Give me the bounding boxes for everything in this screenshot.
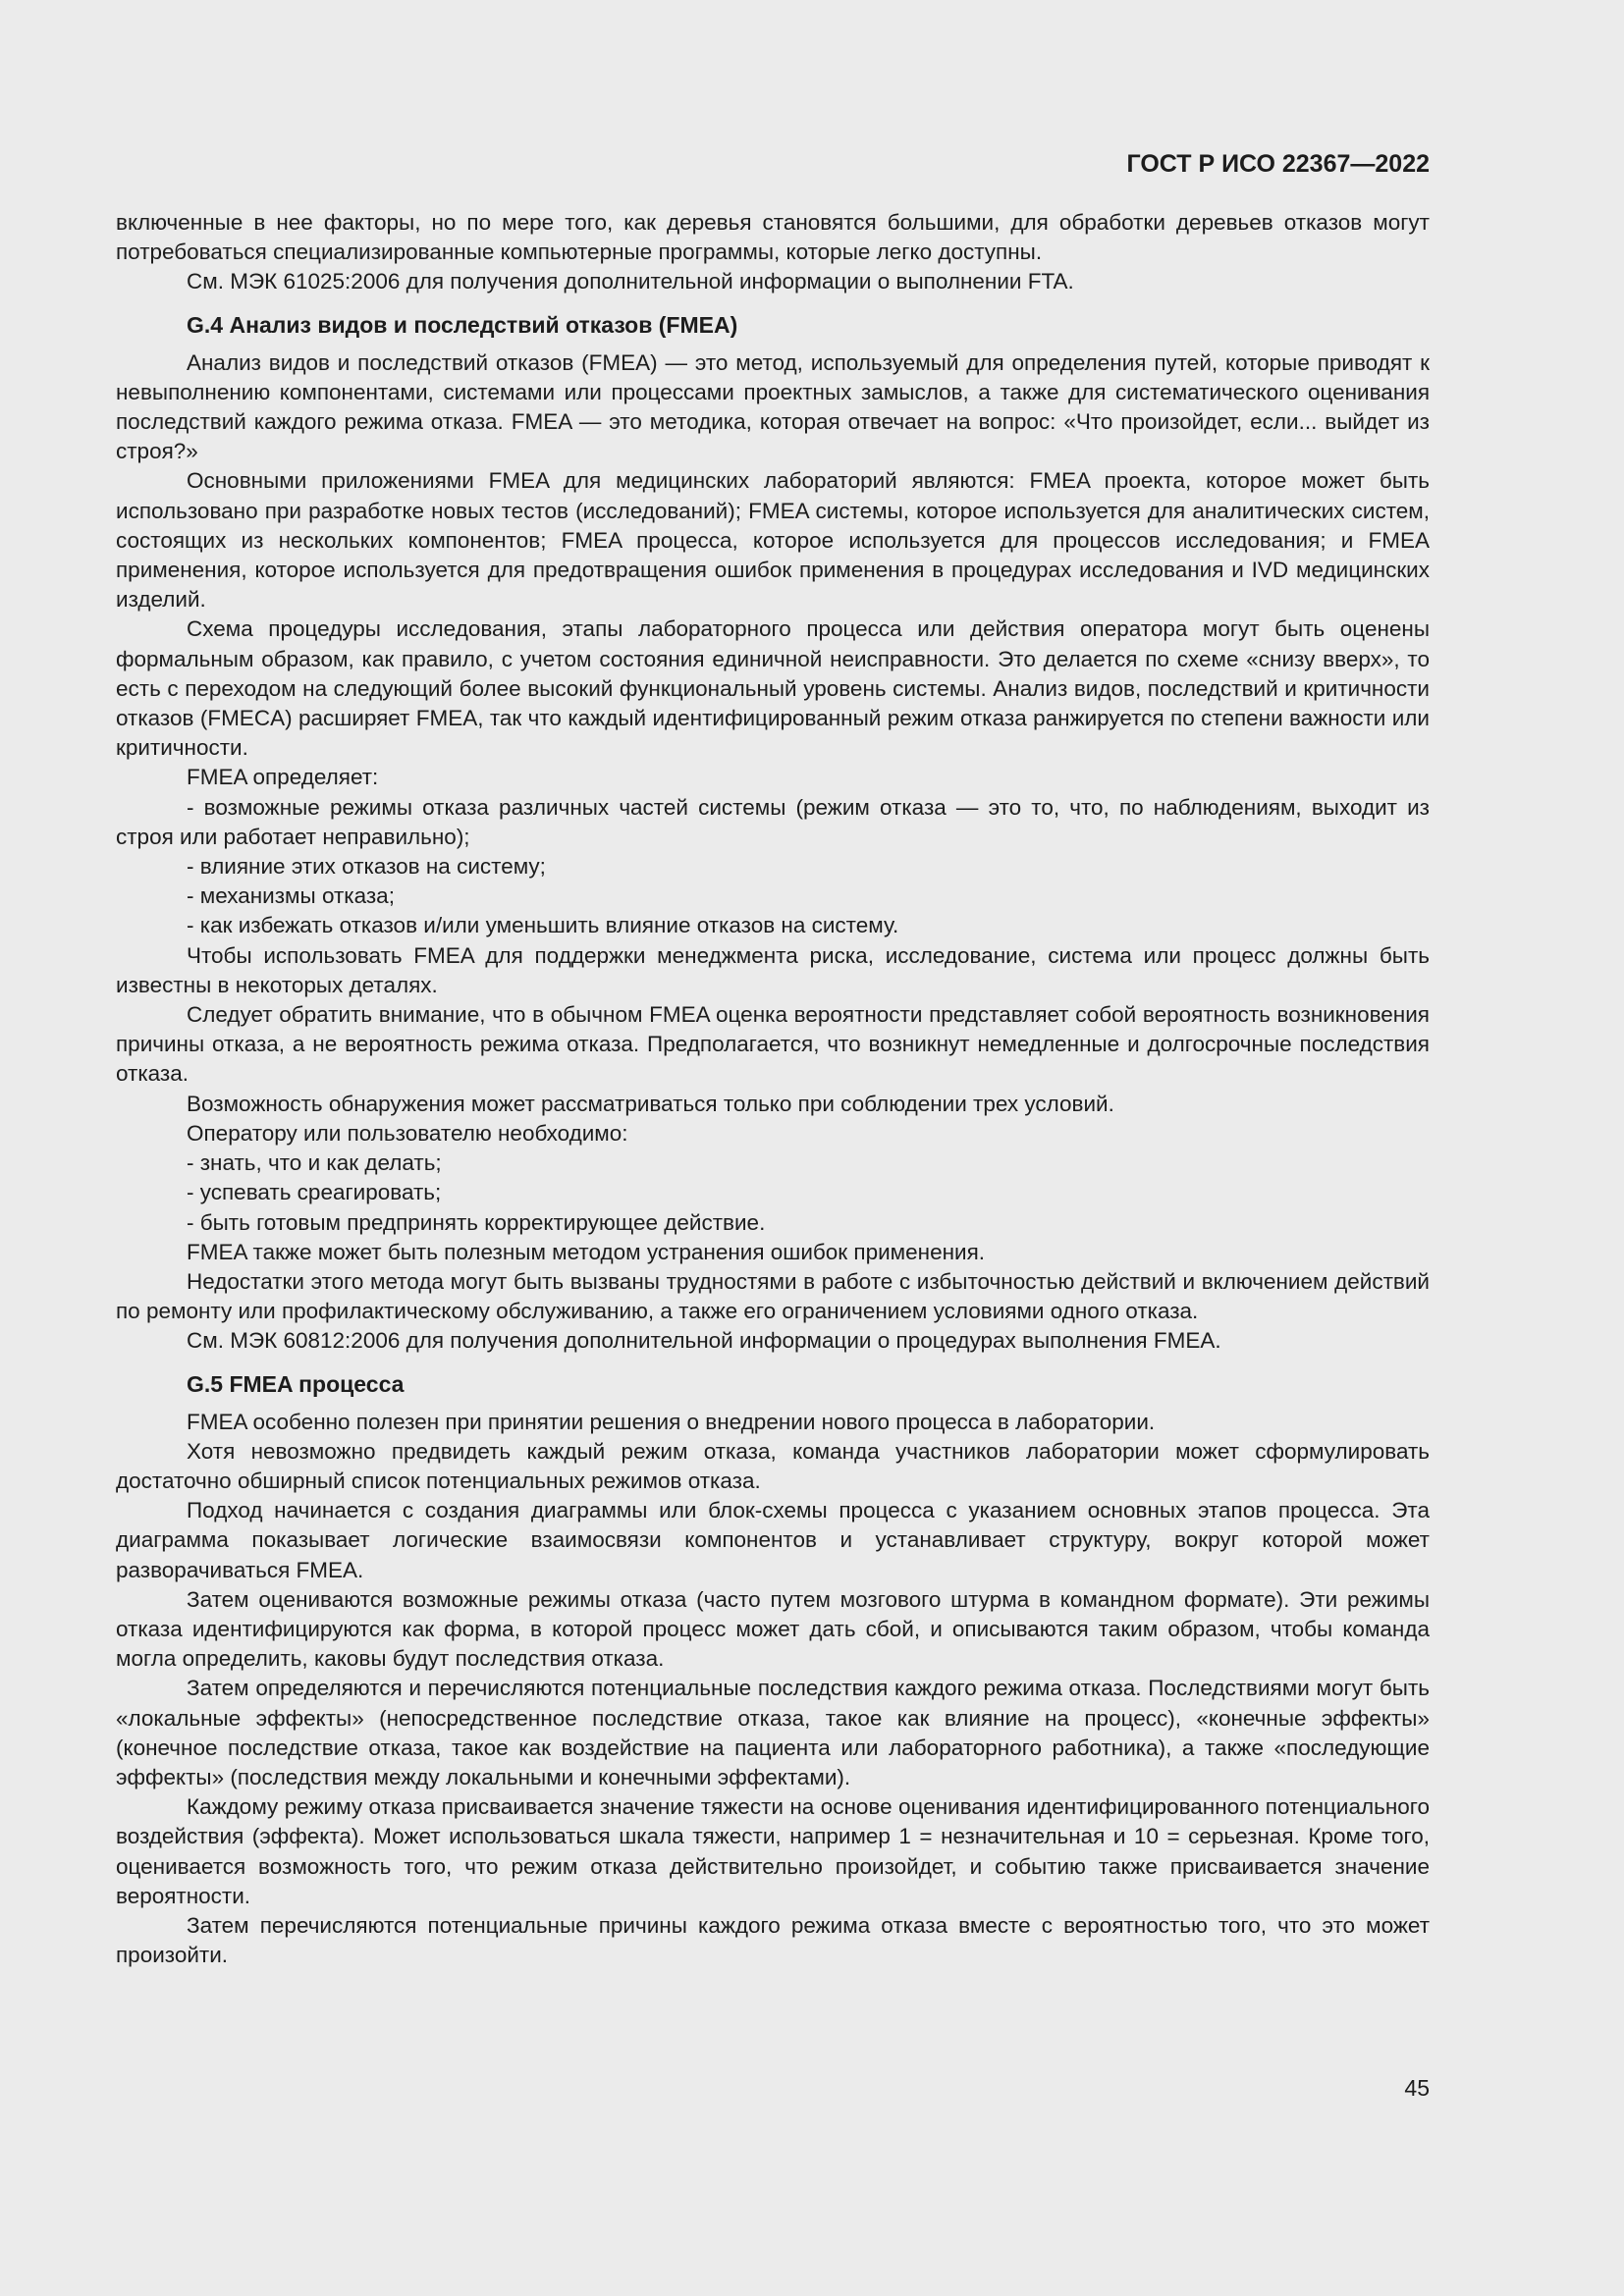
paragraph: Каждому режиму отказа присваивается значение тяжести на основе оценивания идентифицированного потенциального воздействия (эффекта). Может использоваться шкала тяжести, например 1 = незначительная и 10 = серьезная. Кроме того, оценивается возможность того, что режим отказа действительно произойдет, и событию также присваивается значение вероятности. (116, 1794, 1430, 1908)
section-heading-g4: G.4 Анализ видов и последствий отказов (FMEA) (187, 311, 738, 338)
paragraph: Затем определяются и перечисляются потенциальные последствия каждого режима отказа. Последствиями могут быть «локальные эффекты» (непосредственное последствие отказа, такое как влияние на процесс), «конечные эффекты» (конечное последствие отказа, такое как воздействие на пациента или лабораторного работника), а также «последующие эффекты» (последствия между локальными и конечными эффектами). (116, 1676, 1430, 1789)
list-item: - знать, что и как делать; (187, 1150, 442, 1176)
paragraph: Чтобы использовать FMEA для поддержки менеджмента риска, исследование, система или процесс должны быть известны в некоторых деталях. (116, 942, 1430, 997)
paragraph: Недостатки этого метода могут быть вызваны трудностями в работе с избыточностью действий и включением действий по ремонту или профилактическому обслуживанию, а также его ограничением условиями одного отказа. (116, 1268, 1430, 1324)
list-item: - влияние этих отказов на систему; (187, 854, 546, 880)
paragraph: Следует обратить внимание, что в обычном FMEA оценка вероятности представляет собой вероятность возникновения причины отказа, а не вероятность режима отказа. Предполагается, что возникнут немедленные и долгосрочные последствия отказа. (116, 1002, 1430, 1087)
paragraph: включенные в нее факторы, но по мере того, как деревья становятся большими, для обработки деревьев отказов могут потребоваться специализированные компьютерные программы, которые легко доступны. (116, 210, 1430, 265)
document-page (116, 147, 1430, 1970)
list-item: - как избежать отказов и/или уменьшить влияние отказов на систему. (187, 913, 899, 938)
paragraph: Основными приложениями FMEA для медицинских лабораторий являются: FMEA проекта, которое может быть использовано при разработке новых тестов (исследований); FMEA системы, которое используется для аналитических систем, состоящих из нескольких компонентов; FMEA процесса, которое используется для процессов исследования; и FMEA применения, которое используется для предотвращения ошибок применения в процедурах исследования и IVD медицинских изделий. (116, 468, 1430, 613)
document-body (116, 208, 1430, 1970)
page-number: 45 (1404, 2075, 1430, 2101)
list-item: - успевать среагировать; (187, 1180, 442, 1205)
paragraph: Затем перечисляются потенциальные причины каждого режима отказа вместе с вероятностью того, что это может произойти. (116, 1912, 1430, 1968)
paragraph: Оператору или пользователю необходимо: (187, 1120, 628, 1146)
paragraph: Подход начинается с создания диаграммы или блок-схемы процесса с указанием основных этапов процесса. Эта диаграмма показывает логические взаимосвязи компонентов и устанавливает структуру, вокруг которой может разворачиваться FMEA. (116, 1498, 1430, 1582)
paragraph: Затем оцениваются возможные режимы отказа (часто путем мозгового штурма в командном формате). Эти режимы отказа идентифицируются как форма, в которой процесс может дать сбой, и описываются таким образом, чтобы команда могла определить, каковы будут последствия отказа. (116, 1586, 1430, 1672)
paragraph: FMEA также может быть полезным методом устранения ошибок применения. (187, 1239, 986, 1264)
paragraph: См. МЭК 60812:2006 для получения дополнительной информации о процедурах выполнения FMEA. (187, 1328, 1221, 1354)
list-item: - быть готовым предпринять корректирующее действие. (187, 1209, 766, 1235)
section-heading-g5: G.5 FMEA процесса (187, 1370, 405, 1397)
document-id-header: ГОСТ Р ИСО 22367—2022 (1126, 150, 1430, 178)
list-item: - механизмы отказа; (187, 883, 395, 909)
paragraph: FMEA определяет: (187, 765, 379, 790)
paragraph: FMEA особенно полезен при принятии решения о внедрении нового процесса в лаборатории. (187, 1409, 1156, 1434)
paragraph: См. МЭК 61025:2006 для получения дополнительной информации о выполнении FTA. (187, 269, 1074, 294)
list-item: - возможные режимы отказа различных частей системы (режим отказа — это то, что, по наблюдениям, выходит из строя или работает неправильно); (116, 794, 1430, 849)
paragraph: Хотя невозможно предвидеть каждый режим отказа, команда участников лаборатории может сформулировать достаточно обширный список потенциальных режимов отказа. (116, 1438, 1430, 1493)
paragraph: Схема процедуры исследования, этапы лабораторного процесса или действия оператора могут быть оценены формальным образом, как правило, с учетом состояния единичной неисправности. Это делается по схеме «снизу вверх», то есть с переходом на следующий более высокий функциональный уровень системы. Анализ видов, последствий и критичности отказов (FMECA) расширяет FMEA, так что каждый идентифицированный режим отказа ранжируется по степени важности или критичности. (116, 616, 1430, 761)
paragraph: Возможность обнаружения может рассматриваться только при соблюдении трех условий. (187, 1091, 1114, 1116)
paragraph: Анализ видов и последствий отказов (FMEA) — это метод, используемый для определения путей, которые приводят к невыполнению компонентами, системами или процессами проектных замыслов, а также для систематического оценивания последствий каждого режима отказа. FMEA — это методика, которая отвечает на вопрос: «Что произойдет, если... выйдет из строя?» (116, 349, 1430, 464)
